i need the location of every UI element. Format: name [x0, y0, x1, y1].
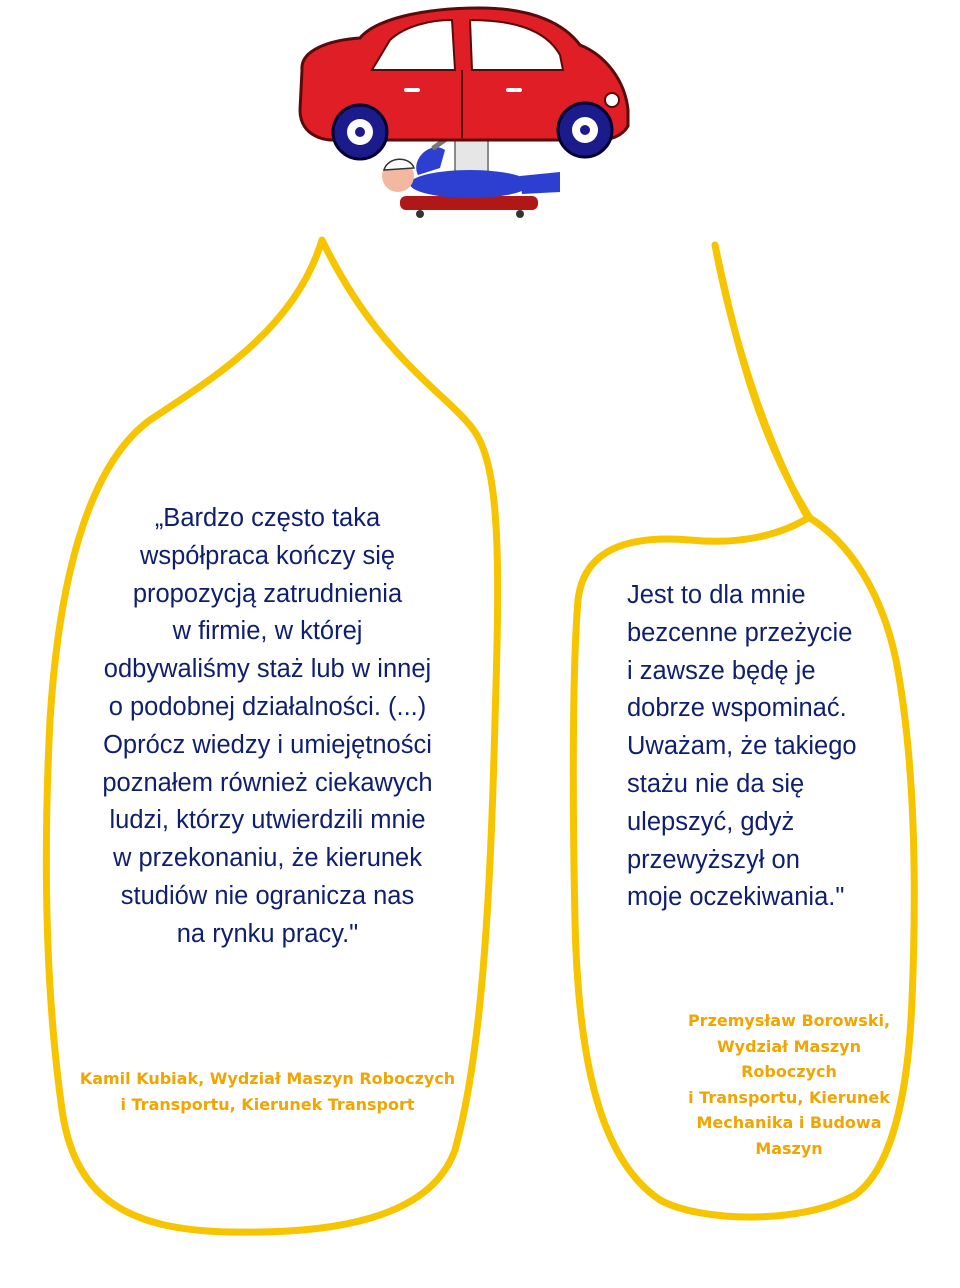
left-quote-text: „Bardzo często taka współpraca kończy się propozycją zatrudnienia w firmie, w której odbywaliśmy staż lub w innej o podobnej działalności. (...) Oprócz wiedzy i umiejętności poznałem również ciekawych ludzi, którzy utwierdzili mnie w przekonaniu, że kierunek studiów nie ogranicza nas na rynku pracy." — [102, 504, 433, 948]
car — [300, 8, 628, 159]
creeper-wheel-icon — [516, 210, 524, 218]
mechanic-cap — [384, 159, 414, 170]
creeper-board — [400, 196, 538, 210]
mechanic-creeper — [400, 196, 538, 218]
car-door-handle-icon — [506, 88, 522, 92]
left-quote-author: Kamil Kubiak, Wydział Maszyn Roboczych i Transportu, Kierunek Transport — [79, 1069, 456, 1114]
car-door-handle-icon — [404, 88, 420, 92]
car-front-wheel — [333, 105, 387, 159]
car-rear-wheel — [558, 103, 612, 157]
mechanic-body — [410, 170, 530, 198]
right-quote-text: Jest to dla mnie bezcenne przeżycie i zawsze będę je dobrze wspominać. Uważam, że takiego stażu nie da się ulepszyć, gdyż przewyższył on moje oczekiwania." — [627, 581, 857, 912]
right-quote-author: Przemysław Borowski, Wydział Maszyn Roboczych i Transportu, Kierunek Mechanika i Budowa Maszyn — [687, 1011, 891, 1158]
creeper-wheel-icon — [416, 210, 424, 218]
mechanic-arm — [416, 147, 445, 175]
car-headlight-icon — [605, 93, 619, 107]
mechanic-legs — [520, 172, 560, 194]
